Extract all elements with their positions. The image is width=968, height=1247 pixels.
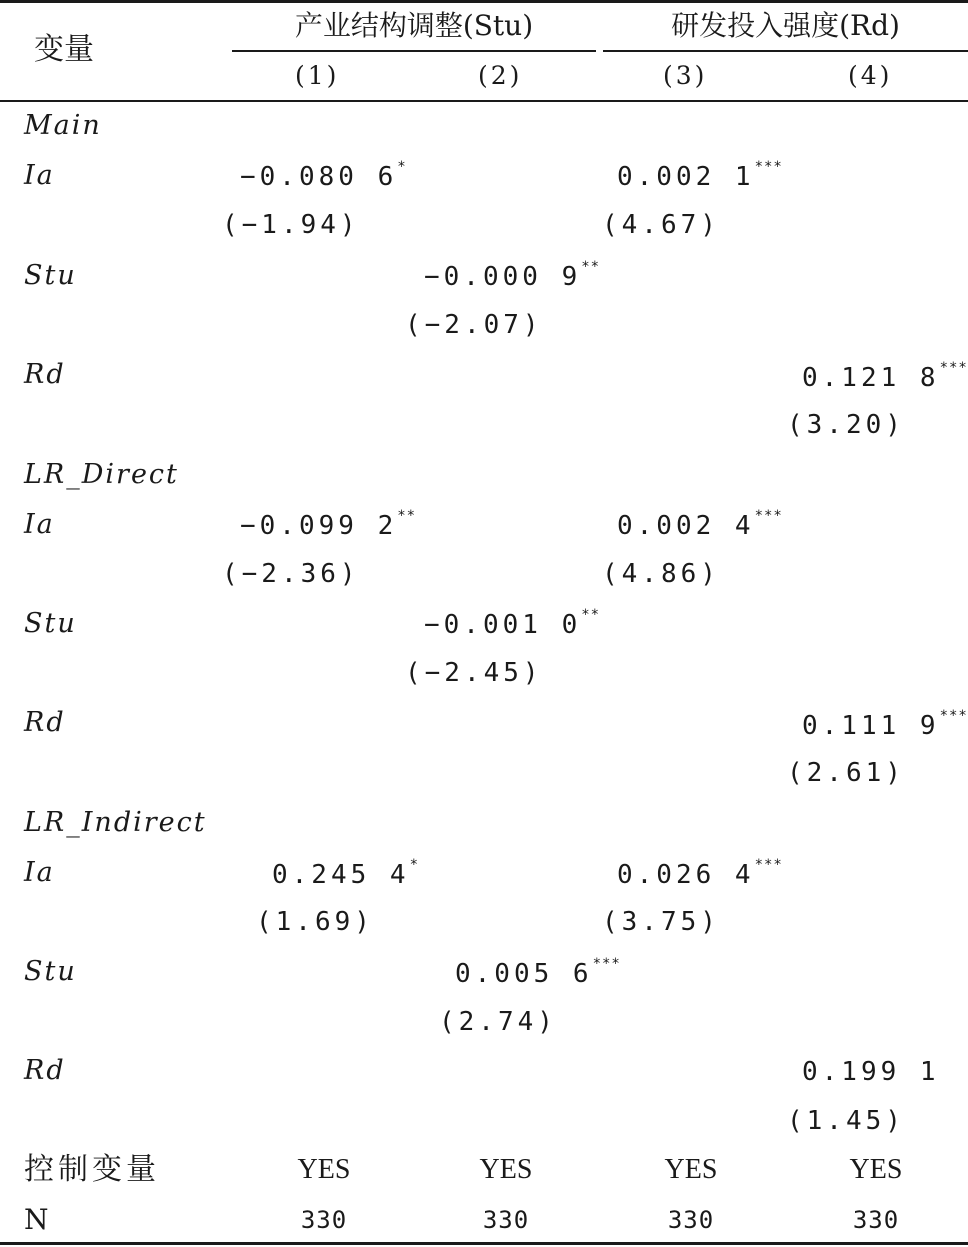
- column-header-1: (1): [295, 61, 340, 90]
- controls-value: YES: [479, 1154, 533, 1185]
- header-bottom-rule: [0, 100, 968, 102]
- row-label: Ia: [24, 857, 55, 888]
- row-label: Stu: [24, 956, 77, 987]
- group-stu-rule: [232, 50, 596, 52]
- coef-cell: 0.026 4***: [617, 857, 783, 890]
- t-stat-cell: (1.69): [256, 907, 374, 937]
- coef-cell: 0.199 1: [802, 1057, 940, 1087]
- row-label: Ia: [24, 160, 55, 191]
- group-header-stu: 产业结构调整(Stu): [294, 9, 534, 42]
- n-label: N: [24, 1203, 49, 1236]
- row-label: Rd: [24, 707, 66, 738]
- n-value: 330: [852, 1206, 900, 1234]
- t-stat-cell: (2.61): [787, 758, 905, 788]
- column-header-4: (4): [848, 61, 893, 90]
- controls-value: YES: [297, 1154, 351, 1185]
- section-label-main: Main: [24, 110, 102, 141]
- t-stat-cell: (1.45): [787, 1106, 905, 1136]
- column-header-3: (3): [663, 61, 708, 90]
- section-label-direct: LR_Direct: [24, 459, 179, 490]
- table-bottom-rule: [0, 1242, 968, 1245]
- t-stat-cell: (2.74): [439, 1007, 557, 1037]
- t-stat-cell: (−2.36): [222, 559, 360, 589]
- coef-cell: 0.111 9***: [802, 708, 968, 741]
- coef-cell: −0.001 0**: [424, 607, 601, 640]
- column-header-2: (2): [478, 61, 523, 90]
- table-top-rule: [0, 0, 968, 3]
- controls-value: YES: [849, 1154, 903, 1185]
- controls-value: YES: [664, 1154, 718, 1185]
- n-value: 330: [482, 1206, 530, 1234]
- n-value: 330: [667, 1206, 715, 1234]
- coef-cell: 0.121 8***: [802, 360, 968, 393]
- t-stat-cell: (−2.45): [405, 658, 543, 688]
- t-stat-cell: (−2.07): [405, 310, 543, 340]
- t-stat-cell: (−1.94): [222, 210, 360, 240]
- variable-header: 变量: [34, 32, 94, 67]
- coef-cell: −0.099 2**: [240, 508, 417, 541]
- controls-label: 控制变量: [24, 1152, 160, 1187]
- t-stat-cell: (3.75): [602, 907, 720, 937]
- row-label: Stu: [24, 608, 77, 639]
- group-header-rd: 研发投入强度(Rd): [671, 9, 900, 42]
- row-label: Rd: [24, 1055, 66, 1086]
- row-label: Ia: [24, 509, 55, 540]
- group-rd-rule: [603, 50, 968, 52]
- n-value: 330: [300, 1206, 348, 1234]
- coef-cell: 0.002 4***: [617, 508, 783, 541]
- coef-cell: 0.005 6***: [455, 956, 621, 989]
- coef-cell: 0.002 1***: [617, 159, 783, 192]
- t-stat-cell: (4.86): [602, 559, 720, 589]
- coef-cell: 0.245 4*: [272, 857, 420, 890]
- coef-cell: −0.080 6*: [240, 159, 407, 192]
- row-label: Rd: [24, 359, 66, 390]
- t-stat-cell: (4.67): [602, 210, 720, 240]
- t-stat-cell: (3.20): [787, 410, 905, 440]
- section-label-indirect: LR_Indirect: [24, 807, 207, 838]
- coef-cell: −0.000 9**: [424, 259, 601, 292]
- row-label: Stu: [24, 260, 77, 291]
